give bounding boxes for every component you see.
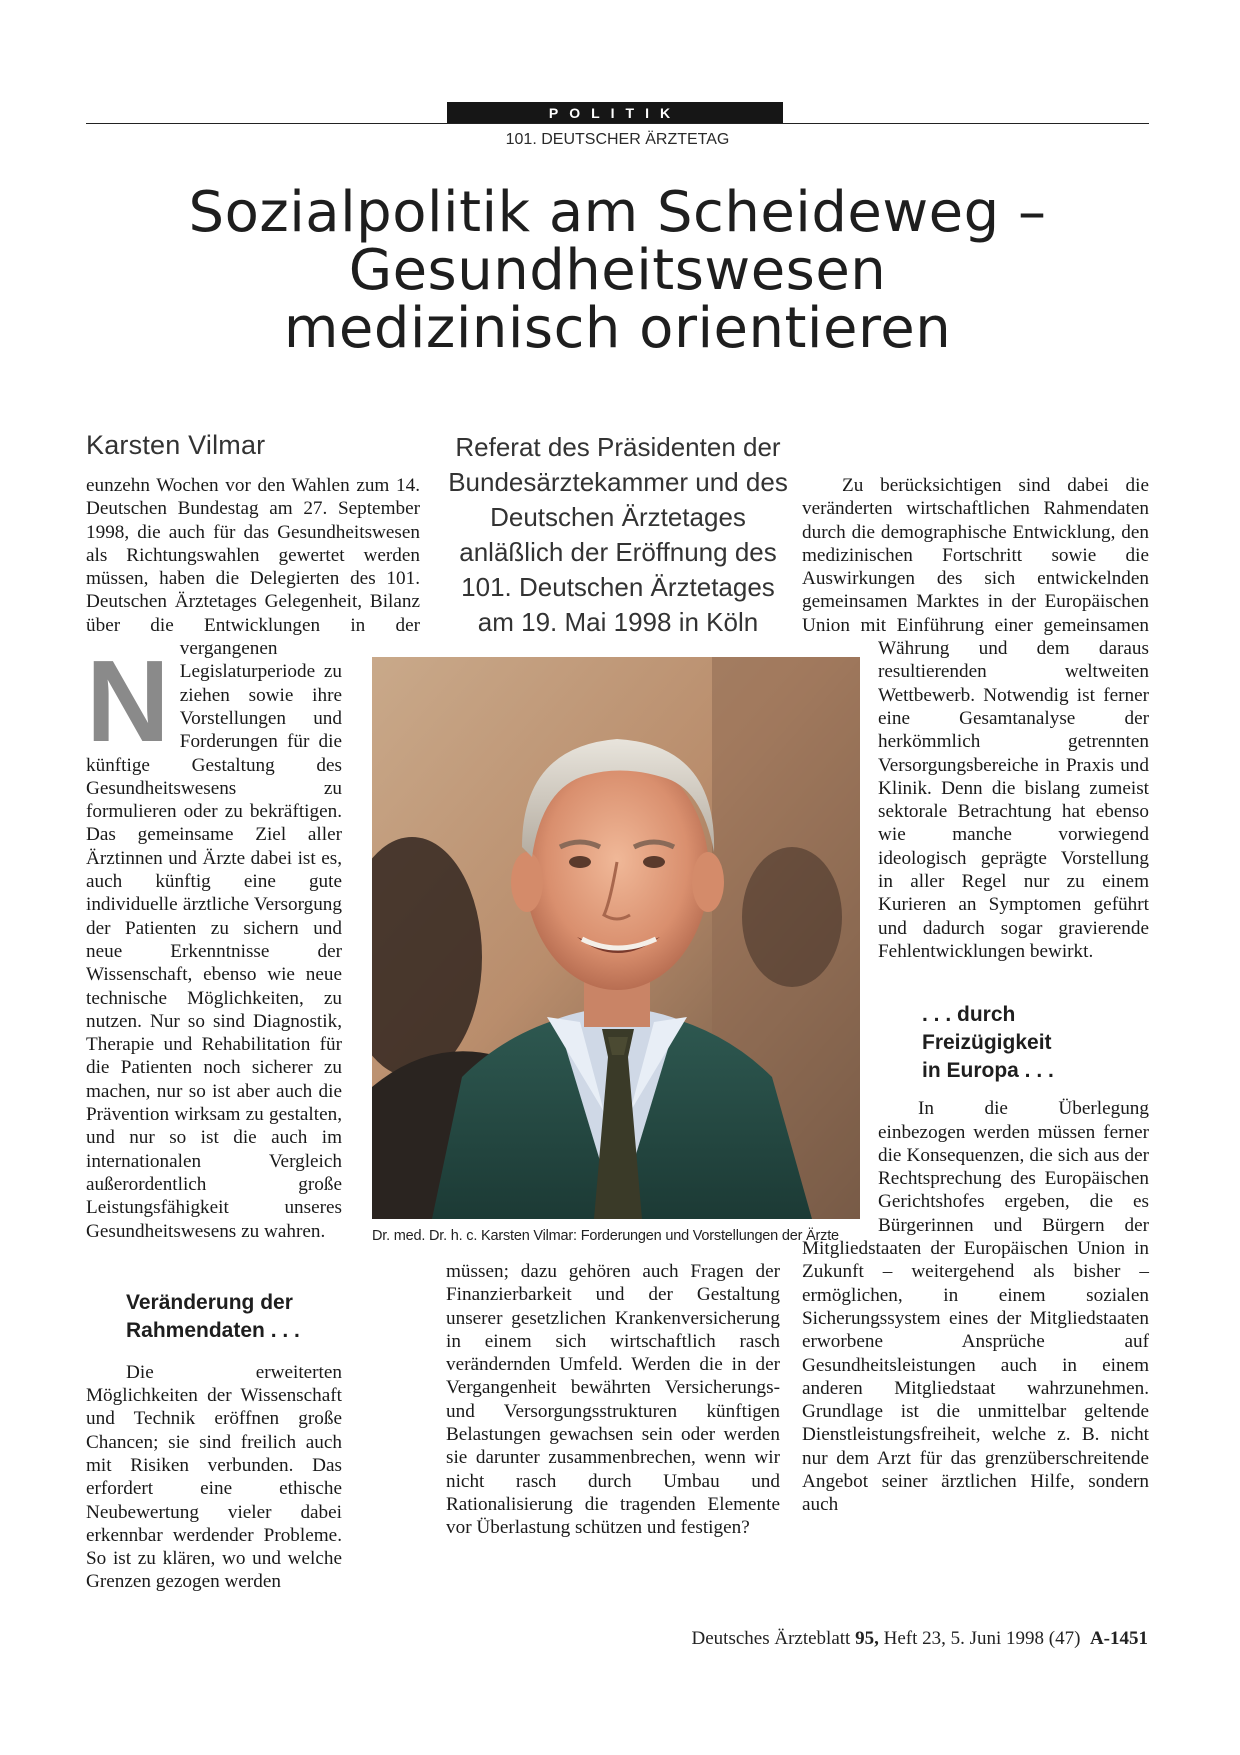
deck (432, 430, 804, 640)
portrait-photo (372, 657, 860, 1219)
paragraph-column-2: müssen; dazu gehören auch Fragen der Finanzierbarkeit und der Gestaltung unserer gesetzlichen Krankenversicherung in einem sich wirtschaftlich rasch verändernden Umfeld. Werden die in der Vergangenheit bewährten Versicherungs- und Versorgungsstrukturen künftigen Belastungen gewachsen sein oder werden sie darunter zusammenbrechen, wenn wir nicht rasch durch Umbau und Rationalisierung die tragenden Elemente vor Überlastung schützen und festigen? (446, 1261, 780, 1539)
deck-line-4: anläßlich der Eröffnung des (459, 537, 777, 567)
headline-line-2: Gesundheitswesen (348, 238, 887, 303)
intro-paragraph: eunzehn Wochen vor den Wahlen zum 14. Deutschen Bundestag am 27. September 1998, die auch für das Gesundheitswesen als Richtungswahlen gewertet werden müssen, haben die Delegierten des 101. Deutschen Ärztetages Gelegenheit, Bilanz über die Entwicklungen in der vergangenen Legislaturperiode zu ziehen sowie ihre Vorstellungen und Forderungen für die künftige Gestaltung des Gesundheitswesens zu formulieren oder zu bekräftigen. Das gemeinsame Ziel aller Ärztinnen und Ärzte dabei ist es, auch künftig eine gute individuelle ärztliche Versorgung der Patienten zu sichern und neue Erkenntnisse der Wissenschaft, ebenso wie neue technische Möglichkeiten, zu nutzen. Nur so sind Diagnostik, Therapie und Rehabilitation für die Patienten noch sicherer zu machen, nur so ist aber auch die Prävention wirksam zu gestalten, und nur so ist die auch im internationalen Vergleich außerordentlich große Leistungsfähigkeit unseres Gesundheitswesens zu wahren. (86, 475, 420, 1242)
photo-caption: Dr. med. Dr. h. c. Karsten Vilmar: Forderungen und Vorstellungen der Ärzte (372, 1228, 839, 1244)
footer-volume: 95, (855, 1628, 879, 1649)
subhead-rahmendaten: Veränderung der Rahmendaten . . . (126, 1290, 300, 1342)
drop-cap: N (86, 636, 170, 766)
kicker: 101. DEUTSCHER ÄRZTETAG (505, 131, 730, 148)
subhead-freizuegigkeit: . . . durch Freizügigkeit in Europa . . . (922, 1003, 1054, 1083)
paragraph-freizuegigkeit: In die Überlegung einbezogen werden müssen ferner die Konsequenzen, die sich aus der Rechtsprechung des Europäischen Gerichtshofes ergeben, die es Bürgerinnen und Bürgern der Mitgliedstaaten der Europäischen Union in Zukunft – weitergehend als bisher – ermöglichen, in einem sozialen Sicherungssystem eines der Mitgliedstaaten erworbene Ansprüche auf Gesundheitsleistungen auch in einem anderen Mitgliedstaat wahrzunehmen. Grundlage ist die unmittelbar geltende Dienstleistungsfreiheit, welche z. B. nicht nur dem Arzt für das grenzüberschreitende Angebot seiner ärztlichen Hilfe, sondern auch (802, 1098, 1149, 1516)
deck-line-2: Bundesärztekammer und des (448, 467, 788, 497)
paragraph-rahmendaten: Die erweiterten Möglichkeiten der Wissenschaft und Technik eröffnen große Chancen; sie sind freilich auch mit Risiken verbunden. Das erfordert eine ethische Neubewertung vieler dabei erkennbar werdender Probleme. So ist zu klären, wo und welche Grenzen gezogen werden (86, 1361, 342, 1593)
author-byline: Karsten Vilmar (86, 430, 266, 460)
headline-line-3: medizinisch orientieren (283, 296, 952, 361)
page-footer (640, 1628, 1148, 1650)
deck-line-5: 101. Deutschen Ärztetages (461, 572, 775, 602)
footer-issue: Heft 23, 5. Juni 1998 (47) (883, 1628, 1081, 1649)
headline-line-1: Sozialpolitik am Scheideweg – (188, 180, 1047, 245)
column-1 (86, 474, 420, 1653)
header-rule (86, 123, 1149, 124)
deck-line-1: Referat des Präsidenten der (455, 432, 781, 462)
paragraph-column-3-top: Zu berücksichtigen sind dabei die veränderten wirtschaftlichen Rahmendaten durch die demographische Entwicklung, den medizinischen Fortschritt sowie die Auswirkungen des sich entwickelnden gemeinsamen Marktes in der Europäischen Union mit Einführung einer gemeinsamen Währung und dem daraus resultierenden weltweiten Wettbewerb. Notwendig ist ferner eine Gesamtanalyse der herkömmlich getrennten Versorgungsbereiche in Praxis und Klinik. Denn die bislang zumeist sektorale Betrachtung hat ebenso wie manche vorwiegend ideologisch geprägte Vorstellung in aller Regel nur zu einem Kurieren an Symptomen geführt und dadurch sogar gravierende Fehlentwicklungen bewirkt. (802, 475, 1149, 962)
headline (86, 180, 1149, 361)
section-label: POLITIK (447, 102, 783, 124)
column-2 (446, 1260, 780, 1540)
footer-page-number: A-1451 (1089, 1628, 1148, 1649)
footer-journal: Deutsches Ärzteblatt (691, 1628, 851, 1649)
deck-line-3: Deutschen Ärztetages (490, 502, 746, 532)
deck-line-6: am 19. Mai 1998 in Köln (477, 607, 759, 637)
